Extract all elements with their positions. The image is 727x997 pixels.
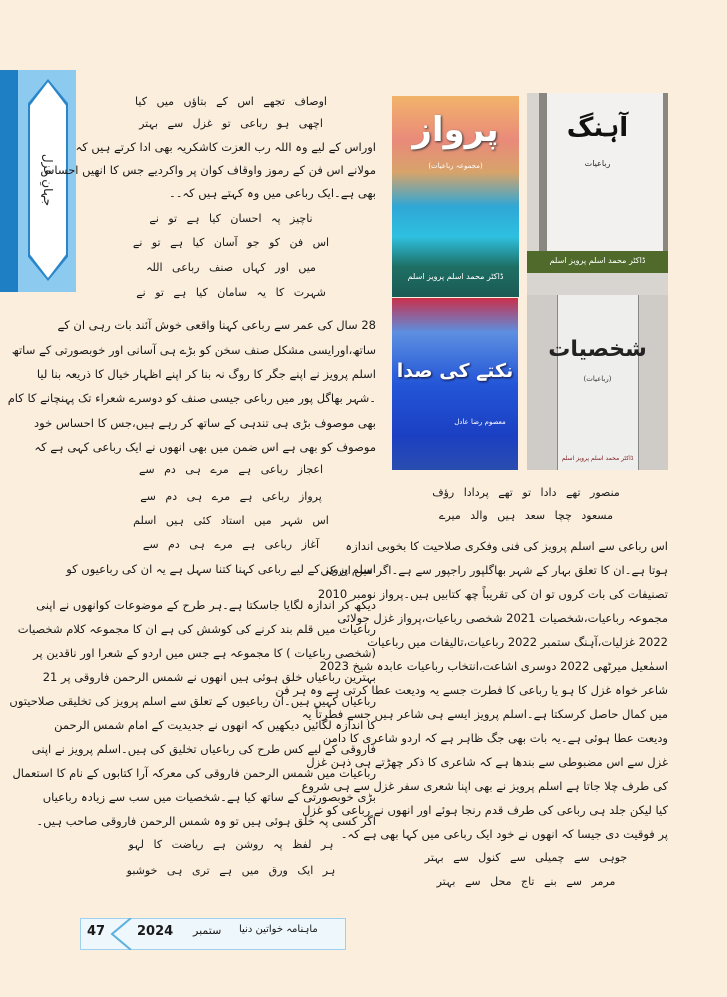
paragraph-line: مولانے اس فن کے رموز واوقاف کوان پر واکردیے جس کا انھیں احساس: [40, 163, 376, 177]
paragraph-line: اگر کسی پہ خلق ہوئی ہیں تو وہ شمس الرحمن فاروقی صاحب ہیں۔: [36, 814, 376, 828]
verse-line: ناچیز پہ احسان کیا ہے تو نے: [149, 212, 313, 225]
verse-line: جوہی سے چمیلی سے کنول سے بہتر: [424, 851, 628, 864]
verse-line: ہر ایک ورق میں ہے تری ہی خوشبو: [126, 864, 336, 877]
issue-month: ستمبر: [193, 924, 222, 937]
paragraph-line: اس رباعی سے اسلم پرویز کی فنی وفکری صلاحیت کا بخوبی اندازہ: [345, 539, 668, 553]
book-title: آہنگ: [566, 113, 629, 143]
chevron-left-icon: [109, 918, 133, 950]
paragraph-line: ساتھ،اورایسی مشکل صنف سخن کو بڑے ہی آسانی اور خوبصورتی کے ساتھ: [11, 343, 376, 357]
book-cover-nuktay-ki-sada: [392, 298, 518, 470]
paragraph-line: رباعیات میں قلم بند کرنے کی کوشش کی ہے ان کا مجموعہ کلام شخصیات: [17, 622, 376, 636]
book-title: نکتے کی صدا: [396, 360, 514, 382]
verse-line: میں اور کہاں صنف رباعی اللہ: [146, 261, 316, 274]
paragraph-line: 2022 غزلیات،آہنگ ستمبر 2022 رباعیات،تالیفات میں رباعیات: [367, 635, 668, 649]
paragraph-line: میں کمال حاصل کرسکتا ہے۔اسلم پرویز ایسے ہی شاعر ہیں جسے فطرتاً یہ: [301, 707, 668, 721]
paragraph-line: ہوتا ہے۔ان کا تعلق بہار کے شہر بھاگلپور راجپور سے ہے۔اگر میں ان کی: [320, 563, 668, 577]
verse-line: پرواز رباعی ہے مرے ہی دم سے: [140, 490, 322, 503]
magazine-name: ماہنامہ خواتین دنیا: [239, 924, 318, 935]
verse-line: شہرت کا یہ سامان کیا ہے تو نے: [136, 286, 326, 299]
verse-line: ہر لفظ پہ روشن ہے ریاضت کا لہو: [128, 838, 334, 851]
paragraph-line: بہترین رباعیاں خلق ہوئی ہیں انھوں نے شمس الرحمن فاروقی پر 21: [42, 670, 376, 684]
verse-line: اس فن کو جو آسان کیا ہے تو نے: [132, 236, 330, 249]
paragraph-line: اسمٰعیل میرٹھی 2022 دوسری اشاعت،انتخاب رباعیات عابدہ شیخ 2023: [319, 659, 668, 673]
paragraph-line: بھی ہے۔ایک رباعی میں وہ کہتے ہیں کہ۔۔: [168, 186, 376, 200]
verse-line: منصور تھے دادا تو تھے پردادا رؤف: [432, 486, 620, 499]
verse-line: اعجاز رباعی ہے مرے ہی دم سے: [138, 463, 324, 476]
book-author: ڈاکٹر محمد اسلم پرویز اسلم: [549, 256, 646, 265]
paragraph-line: کیا لیکن جلد ہی رباعی کی طرف قدم رنجا ہوئے اور انھوں نے رباعی کو غزل: [302, 803, 668, 817]
book-title: شخصیات: [548, 337, 647, 362]
book-title: پرواز: [412, 110, 499, 150]
paragraph-line: کی طرف چلا جاتا ہے اسلم پرویز نے بھی اپنا شعری سفر غزل سے ہی شروع: [301, 779, 668, 793]
paragraph-line: فاروقی کے لیے کس طرح کی رباعیاں تخلیق کی ہیں۔اسلم پرویز نے اپنی: [31, 742, 376, 756]
book-author: معصوم رضا عادل: [454, 418, 506, 426]
book-author: ڈاکٹر محمد اسلم پرویز اسلم: [561, 455, 634, 462]
paragraph-line: پر فوقیت دی جیسا کہ انھوں نے خود ایک رباعی میں کہا بھی ہے کہ۔: [340, 827, 668, 841]
section-title: جہانِ غزل: [41, 153, 55, 207]
paragraph-line: کا اندازہ لگائیں دیکھیں کہ انھوں نے جدیدیت کے امام شمس الرحمن: [54, 718, 376, 732]
paragraph-line: اوراس کے لیے وہ اللہ رب العزت کاشکریہ بھی ادا کرتے ہیں کہ: [75, 140, 376, 154]
issue-year: 2024: [137, 924, 174, 939]
paragraph-line: اسلم پرویز کے لیے رباعی کہنا کتنا سہل ہے یہ ان کی رباعیوں کو: [66, 562, 376, 576]
book-subtitle: (رباعیات): [583, 375, 612, 383]
paragraph-line: مجموعہ رباعیات،شخصیات 2021 شخصی رباعیات،پرواز غزل جولائی: [337, 611, 668, 625]
paragraph-line: 28 سال کی عمر سے رباعی کہنا واقعی خوش آئند بات رہی ان کے: [57, 318, 376, 332]
paragraph-line: شاعر خواہ غزل کا ہو یا رباعی کا فطرت جسے یہ ودیعت عطا کرتی ہے وہ ہر فن: [275, 683, 668, 697]
paragraph-line: رباعیات میں شمس الرحمن فاروقی کی معرکہ آرا کتابوں کے نام کا استعمال: [12, 766, 376, 780]
verse-line: مرمر سے بنے تاج محل سے بہتر: [436, 875, 616, 888]
paragraph-line: تصنیفات کی بات کروں تو ان کی تقریباً چھ کتابیں ہیں۔پرواز نومبر 2010: [317, 587, 668, 601]
book-cover-parwaz: [392, 96, 519, 297]
verse-line: اچھی ہو رباعی تو غزل سے بہتر: [139, 117, 323, 130]
paragraph-line: دیکھ کر اندازہ لگایا جاسکتا ہے۔ہر طرح کے موضوعات کوانھوں نے اپنی: [36, 598, 376, 612]
book-cover-aahang: [527, 93, 668, 295]
verse-line: اس شہر میں استاد کئی ہیں اسلم: [133, 514, 329, 527]
page-number: 47: [87, 924, 106, 939]
paragraph-line: بڑی خوبصورتی کے ساتھ کیا ہے۔شخصیات میں سب سے زیادہ رباعیاں: [42, 790, 376, 804]
book-subtitle: رباعیات: [584, 159, 611, 168]
paragraph-line: موصوف کو بھی ہے اس ضمن میں بھی انھوں نے ایک رباعی کہی ہے کہ: [34, 440, 376, 454]
verse-line: مسعود چچا سعد ہیں والد میرے: [439, 509, 613, 522]
page-footer: [80, 918, 346, 950]
book-cover-shakhsiyat: [527, 295, 668, 470]
section-tab-strip: [0, 70, 18, 292]
paragraph-line: ۔شہر بھاگل پور میں رباعی جیسی صنف کو دوسرے شعراء تک پہنچانے کا کام: [7, 391, 376, 405]
paragraph-line: بھی موصوف بڑی ہی تندہی کے ساتھ کر رہے ہیں،جس کا احساس خود: [34, 416, 376, 430]
book-author: ڈاکٹر محمد اسلم پرویز اسلم: [407, 272, 504, 281]
paragraph-line: رباعیاں کہیں ہیں۔ان رباعیوں کے تعلق سے اسلم پرویز کی تخلیقی صلاحیتوں: [9, 694, 376, 708]
paragraph-line: غزل سے اس مضبوطی سے بندھا ہے کہ شاعری کا ذکر چھڑتے ہی ذہن غزل: [306, 755, 668, 769]
paragraph-line: ودیعت عطا ہوئی ہے۔یہ بات بھی جگ ظاہر ہے کہ اردو شاعری کا دامن: [322, 731, 668, 745]
book-subtitle: (مجموعہ رباعیات): [428, 162, 483, 170]
verse-line: اوصاف تجھے اس کے بتاؤں میں کیا: [135, 95, 327, 108]
paragraph-line: (شخصی رباعیات ) کا مجموعہ ہے جس میں اردو کے شعرا اور ناقدین پر: [33, 646, 376, 660]
paragraph-line: اسلم پرویز نے اپنے جگر کا روگ نہ بنا کر اپنے اظہار خیال کا ذریعہ بنا لیا: [36, 367, 376, 381]
verse-line: آغاز رباعی ہے مرے ہی دم سے: [142, 538, 320, 551]
